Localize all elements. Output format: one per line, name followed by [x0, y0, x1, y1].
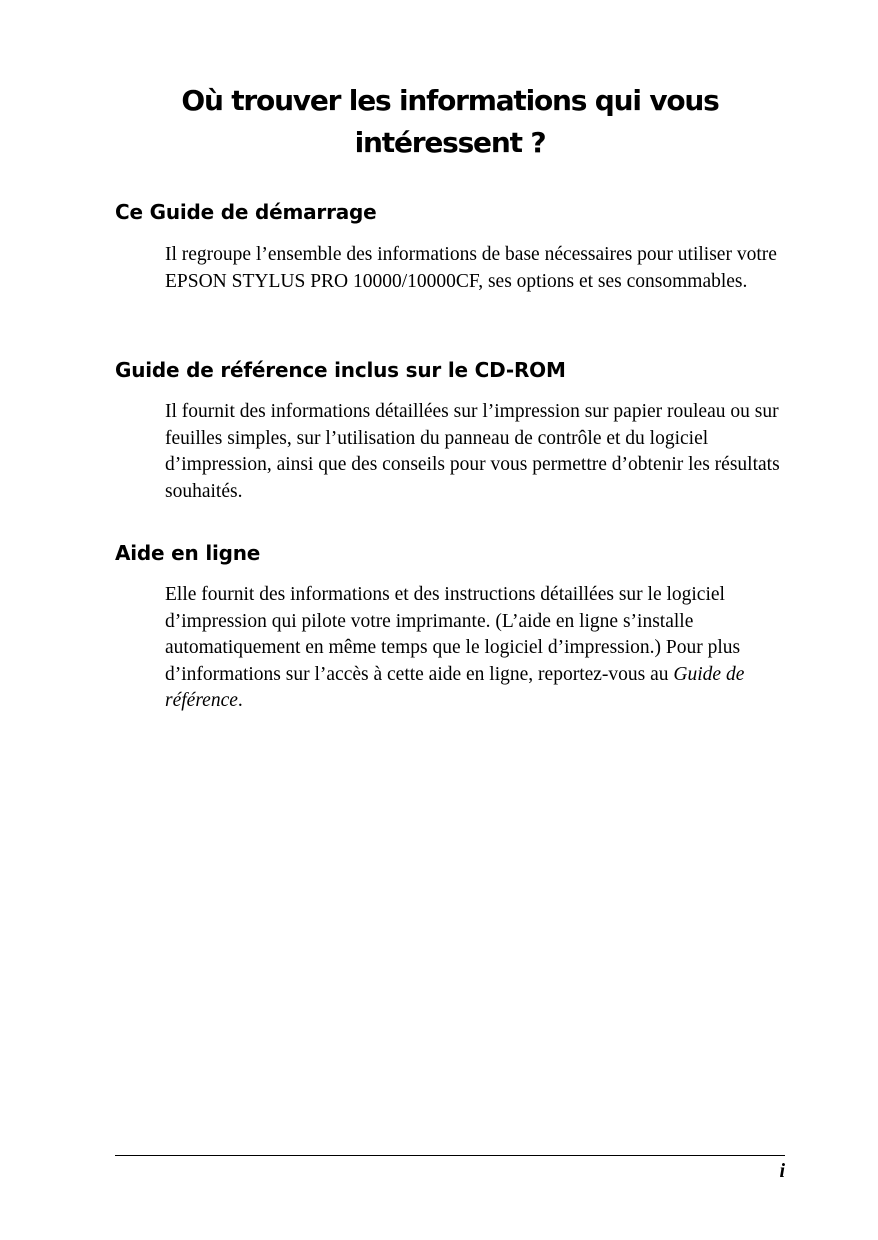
- section-body-online-help: [165, 582, 787, 715]
- section-body-reference-guide: Il fournit des informations détaillées sur l’impression sur papier rouleau ou sur feuilles simples, sur l’utilisation du panneau de contrôle et du logiciel d’impression, ainsi que des conseils pour vous permettre d’obtenir les résultats souhaités.: [165, 401, 780, 502]
- section-heading-reference-guide: Guide de référence inclus sur le CD-ROM: [115, 358, 566, 382]
- reference-guide-title: Guide de référence: [165, 663, 745, 711]
- section-heading-online-help: Aide en ligne: [115, 541, 261, 565]
- section-body-getting-started-guide: Il regroupe l’ensemble des informations de base nécessaires pour utiliser votre EPSON STYLUS PRO 10000/10000CF, ses options et ses consommables.: [165, 244, 777, 292]
- online-help-text: Elle fournit des informations et des instructions détaillées sur le logiciel d’impression qui pilote votre imprimante. (L’aide en ligne s’installe automatiquement en même temps que le logiciel d’impression.) Pour plus d’informations sur l’accès à cette aide en ligne, reportez-vous au: [165, 584, 741, 685]
- page-number: i: [779, 1160, 785, 1182]
- footer-rule: [115, 1155, 785, 1156]
- page-title: Où trouver les informations qui vous intéressent ?: [181, 84, 719, 159]
- section-heading-getting-started-guide: Ce Guide de démarrage: [115, 200, 377, 224]
- online-help-text-end: .: [237, 690, 243, 711]
